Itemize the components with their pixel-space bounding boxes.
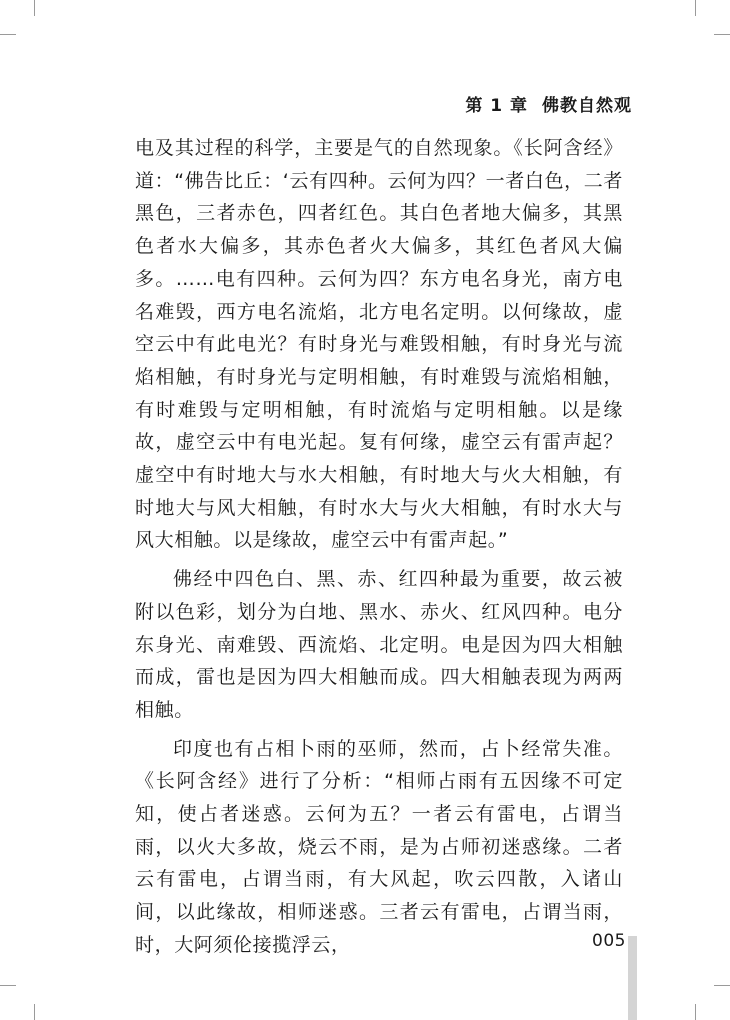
page-edge-tab (628, 936, 637, 1020)
page-number: 005 (592, 931, 626, 951)
crop-mark (0, 985, 16, 986)
crop-mark (695, 1004, 696, 1020)
crop-mark (695, 0, 696, 16)
crop-mark (0, 34, 16, 35)
crop-mark (714, 34, 730, 35)
chapter-label: 第 1 章 (465, 96, 528, 116)
crop-mark (34, 0, 35, 16)
running-head (465, 91, 632, 116)
body-text (135, 132, 623, 962)
crop-mark (34, 1004, 35, 1020)
crop-mark (714, 985, 730, 986)
paragraph-continued: 电及其过程的科学，主要是气的自然现象。《长阿含经》道：“佛告比丘：‘云有四种。云何为四？一者白色，二者黑色，三者赤色，四者红色。其白色者地大偏多，其黑色者水大偏多，其赤色者火大偏多，其红色者风大偏多。……电有四种。云何为四？东方电名身光，南方电名难毁，西方电名流焰，北方电名定明。以何缘故，虚空云中有此电光？有时身光与难毁相触，有时身光与流焰相触，有时身光与定明相触，有时难毁与流焰相触，有时难毁与定明相触，有时流焰与定明相触。以是缘故，虚空云中有电光起。复有何缘，虚空云有雷声起？虚空中有时地大与水大相触，有时地大与火大相触，有时地大与风大相触，有时水大与火大相触，有时水大与风大相触。以是缘故，虚空云中有雷声起。” (135, 137, 623, 552)
chapter-title: 佛教自然观 (542, 96, 632, 116)
paragraph: 佛经中四色白、黑、赤、红四种最为重要，故云被附以色彩，划分为白地、黑水、赤火、红风四种。电分东身光、南难毁、西流焰、北定明。电是因为四大相触而成，雷也是因为四大相触而成。四大相触表现为两两相触。 (135, 568, 623, 721)
paragraph: 印度也有占相卜雨的巫师，然而，占卜经常失准。《长阿含经》进行了分析：“相师占雨有五因缘不可定知，使占者迷惑。云何为五？一者云有雷电，占谓当雨，以火大多故，烧云不雨，是为占师初迷惑缘。二者云有雷电，占谓当雨，有大风起，吹云四散，入诸山间，以此缘故，相师迷惑。三者云有雷电，占谓当雨，时，大阿须伦接揽浮云， (135, 737, 623, 956)
